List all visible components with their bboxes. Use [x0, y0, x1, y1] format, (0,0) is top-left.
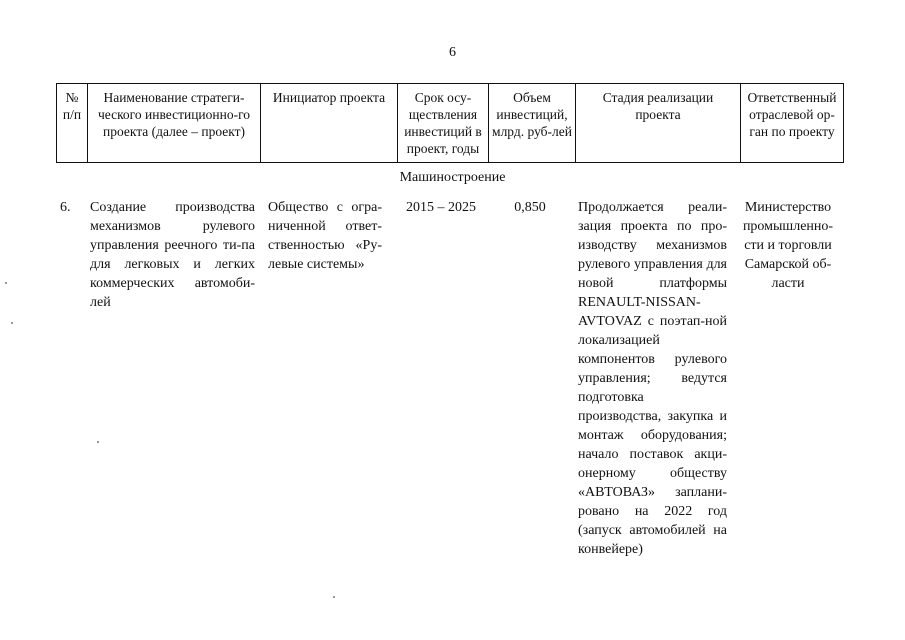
col-amount-header: Объем инвестиций, млрд. руб-лей	[489, 84, 576, 163]
scan-speck	[333, 596, 335, 598]
col-number-header: № п/п	[57, 84, 88, 163]
table-header	[56, 83, 844, 163]
investment-amount: 0,850	[514, 200, 546, 215]
page-number: 6	[449, 45, 456, 60]
investment-term: 2015 – 2025	[406, 200, 476, 215]
section-title: Машиностроение	[399, 170, 506, 185]
scan-speck	[11, 322, 13, 324]
row-number: 6.	[60, 200, 71, 215]
col-org-header: Ответственный отраслевой ор-ган по проекту	[741, 84, 844, 163]
col-initiator-header: Инициатор проекта	[261, 84, 398, 163]
project-initiator: Общество с огра-ниченной ответ-ственностью «Ру-левые системы»	[268, 200, 382, 272]
scan-speck	[97, 441, 99, 443]
scan-speck	[5, 282, 7, 284]
col-stage-header: Стадия реализации проекта	[576, 84, 741, 163]
col-term-header: Срок осу-ществления инвестиций в проект, годы	[398, 84, 489, 163]
project-name: Создание производства механизмов рулевого управления реечного ти-па для легковых и легких коммерческих автомоби-лей	[90, 200, 255, 310]
project-stage: Продолжается реали-зация проекта по про-изводству механизмов рулевого управления для новой платформы RENAULT-NISSAN-AVTOVAZ с поэтап-ной локализацией компонентов рулевого управления; ведутся подготовка производства, закупка и монтаж оборудования; начало поставок акци-онерному обществу «АВТОВАЗ» заплани-ровано на 2022 год (запуск автомобилей на конвейере)	[578, 200, 727, 557]
responsible-organ: Министерство промышленно-сти и торговли Самарской об-ласти	[742, 200, 834, 291]
col-name-header: Наименование стратеги-ческого инвестиционно-го проекта (далее – проект)	[88, 84, 261, 163]
